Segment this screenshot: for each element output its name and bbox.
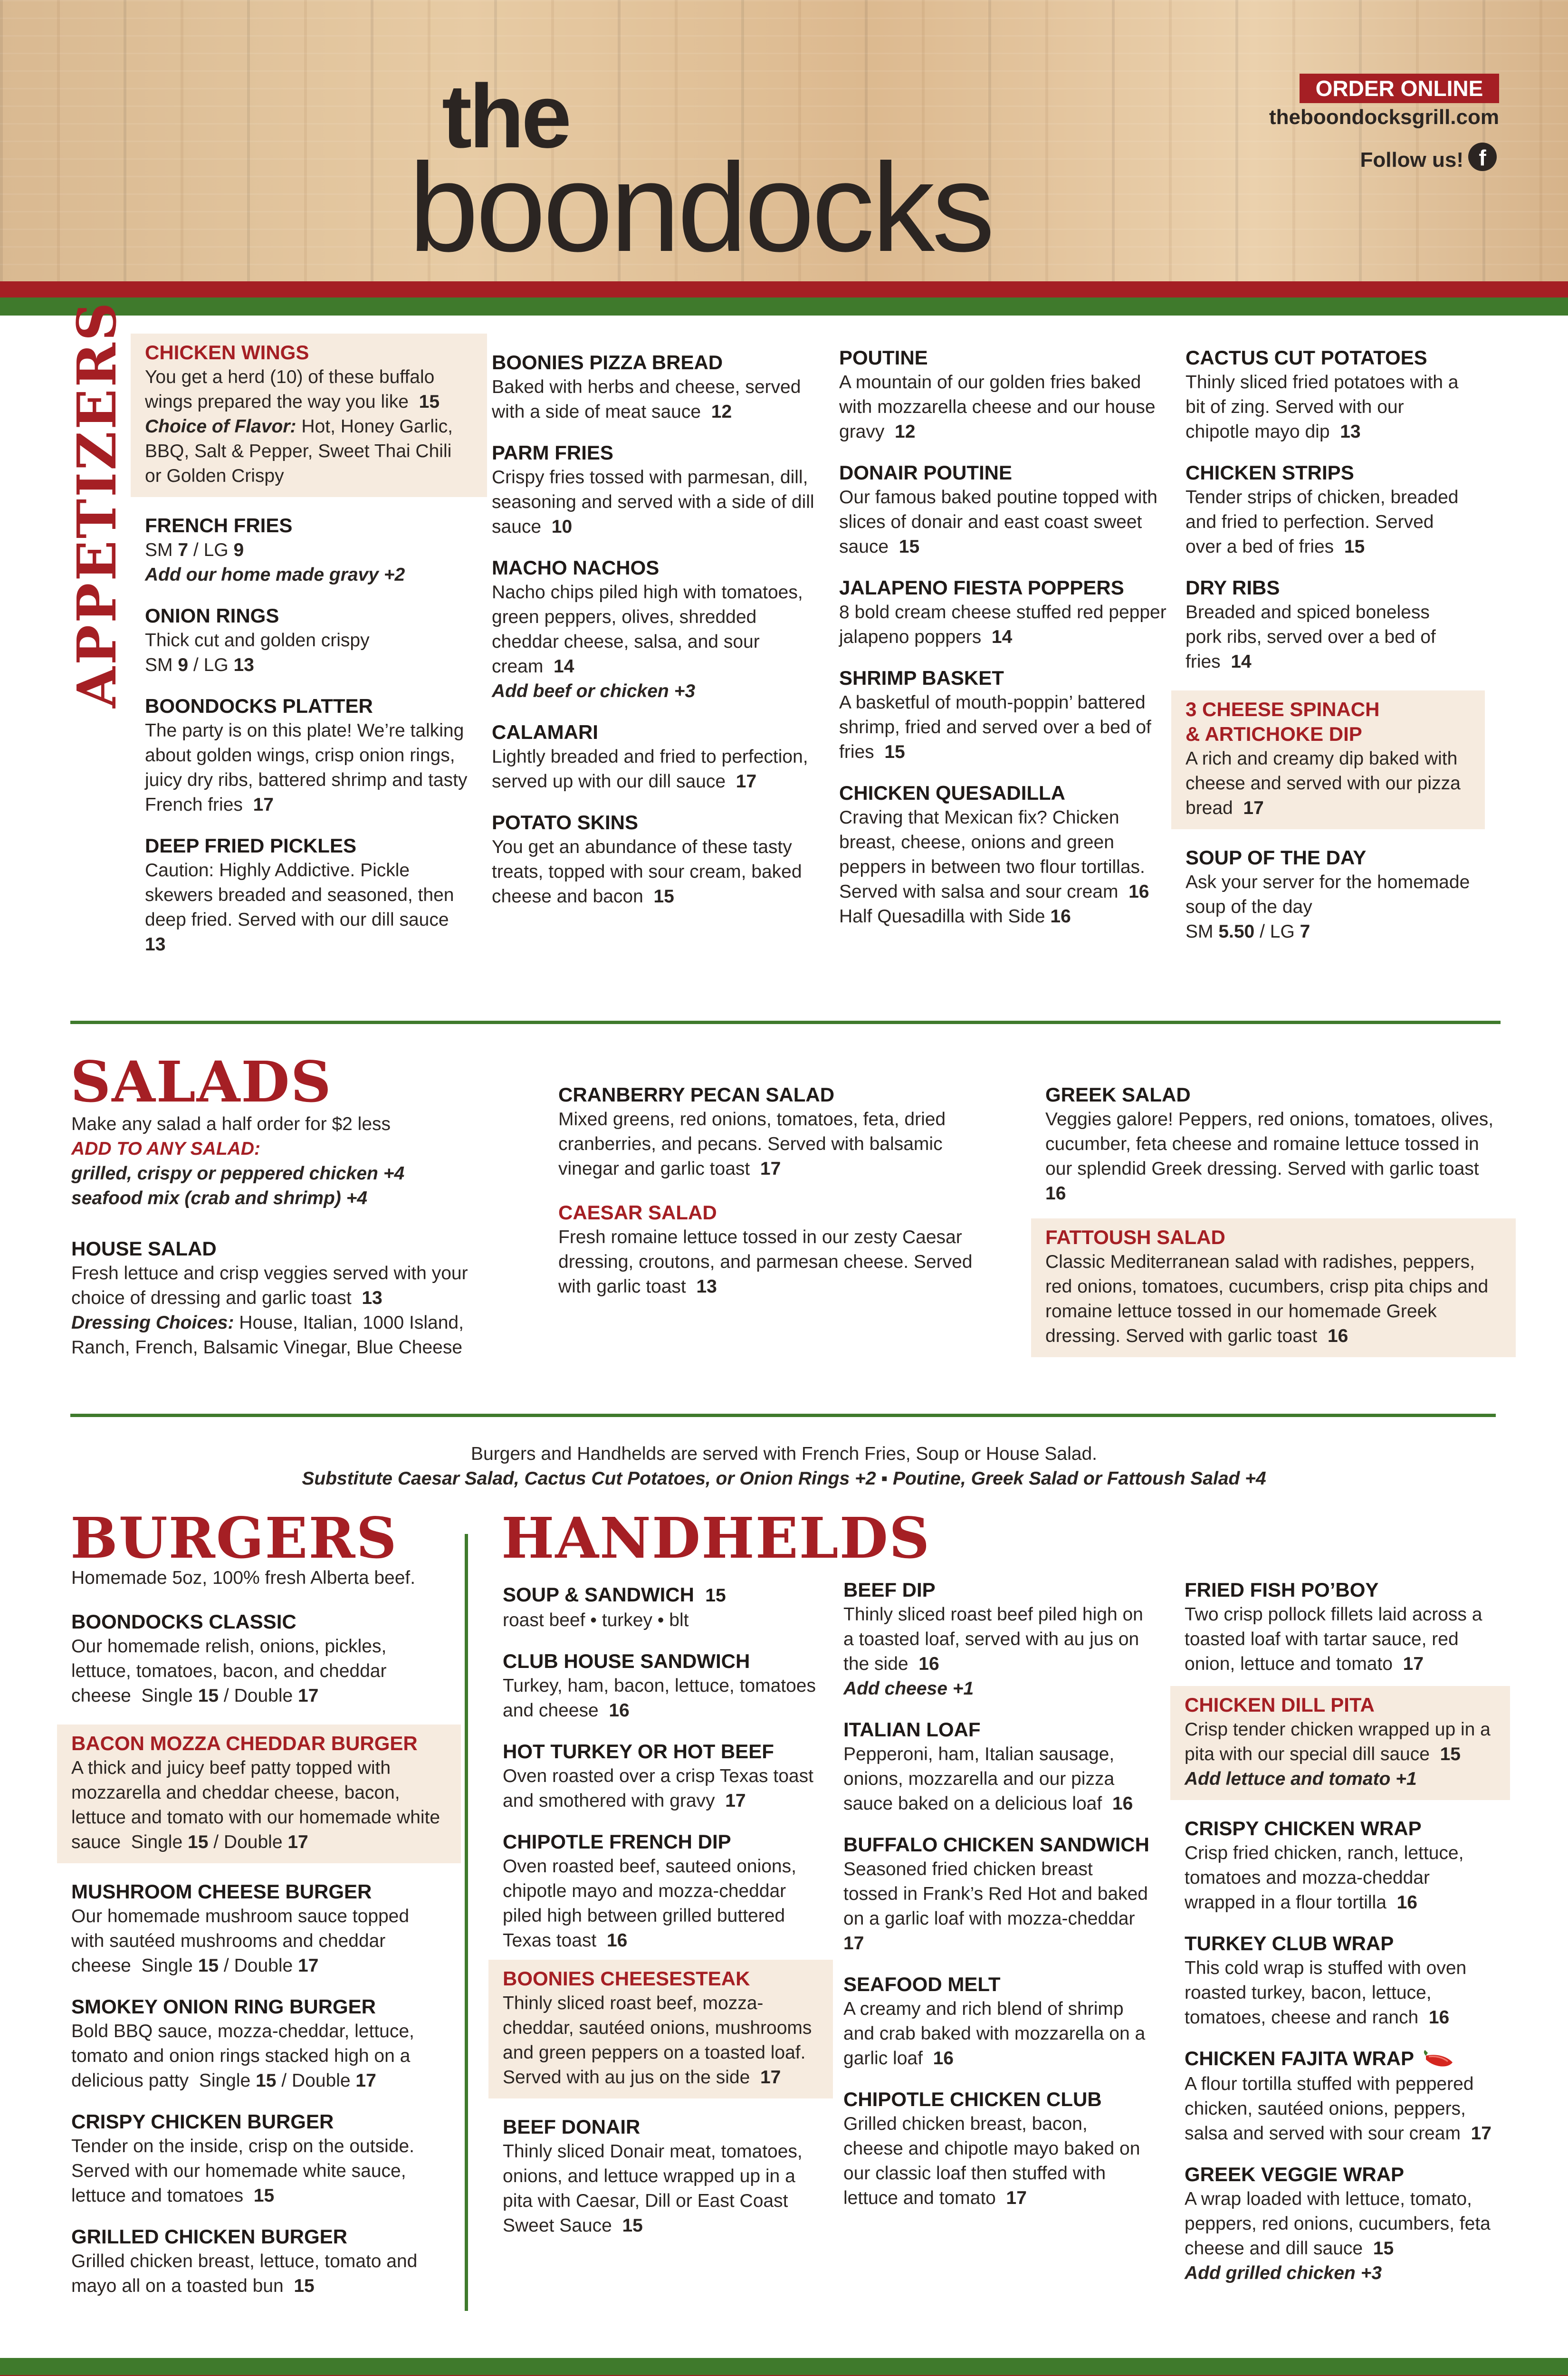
item-name: SHRIMP BASKET	[839, 667, 1004, 689]
menu-item	[71, 2109, 447, 2208]
handhelds-col-2	[843, 1578, 1152, 2227]
item-name: CRISPY CHICKEN BURGER	[71, 2110, 334, 2133]
menu-item	[1186, 845, 1471, 944]
item-desc: Seasoned fried chicken breast tossed in Frank’s Red Hot and baked on a garlic loaf with mozza-cheddar 17	[843, 1859, 1148, 1954]
item-desc: A wrap loaded with lettuce, tomato, peppers, red onions, cucumbers, feta cheese and dill sauce 15	[1185, 2188, 1491, 2259]
item-desc: You get a herd (10) of these buffalo wings prepared the way you like 15	[145, 367, 440, 412]
item-desc: roast beef • turkey • blt	[503, 1610, 689, 1630]
item-name: FRENCH FRIES	[145, 514, 293, 537]
item-addon: Add lettuce and tomato +1	[1185, 1769, 1417, 1789]
item-name: HOT TURKEY OR HOT BEEF	[503, 1740, 774, 1763]
item-name-line2: & ARTICHOKE DIP	[1186, 723, 1362, 745]
menu-item	[839, 575, 1167, 650]
item-sizes: SM 7 / LG 9	[145, 540, 244, 560]
item-desc: Oven roasted beef, sauteed onions, chipotle mayo and mozza-cheddar piled high between grilled buttered Texas toast 16	[503, 1856, 796, 1951]
menu-item	[839, 345, 1167, 444]
item-name: DONAIR POUTINE	[839, 461, 1013, 484]
item-name: CHIPOTLE FRENCH DIP	[503, 1830, 731, 1853]
item-name: ONION RINGS	[145, 604, 279, 627]
item-desc: Thinly sliced roast beef, mozza-cheddar, sautéed onions, mushrooms and green peppers on a toasted loaf. Served with au jus on the side 17	[503, 1993, 812, 2088]
menu-item	[558, 1200, 986, 1299]
burgers-title: BURGERS	[70, 1505, 398, 1571]
item-desc: Lightly breaded and fried to perfection, served up with our dill sauce 17	[492, 747, 808, 792]
salads-col-3	[1045, 1083, 1501, 1373]
menu-item	[843, 1717, 1152, 1816]
salad-addon: grilled, crispy or peppered chicken +4	[71, 1163, 405, 1184]
item-name: BOONIES CHEESESTEAK	[503, 1967, 750, 1990]
item-desc: Tender on the inside, crisp on the outside. Served with our homemade white sauce, lettuce and tomatoes 15	[71, 2136, 414, 2206]
item-desc: Classic Mediterranean salad with radishes, peppers, red onions, tomatoes, cucumbers, crisp pita chips and romaine lettuce tossed in our homemade Greek dressing. Served with garlic toast 16	[1045, 1252, 1489, 1346]
menu-item	[503, 1739, 819, 1813]
item-desc: Thinly sliced fried potatoes with a bit of zing. Served with our chipotle mayo dip 13	[1186, 372, 1459, 442]
item-desc: Fresh lettuce and crisp veggies served with your choice of dressing and garlic toast 13	[71, 1263, 468, 1308]
item-name: DEEP FRIED PICKLES	[145, 834, 356, 857]
item-name: CHICKEN WINGS	[145, 341, 309, 364]
order-online-button[interactable]: ORDER ONLINE	[1300, 74, 1499, 103]
item-desc: Ask your server for the homemade soup of the day	[1186, 872, 1470, 917]
item-desc: Our homemade relish, onions, pickles, lettuce, tomatoes, bacon, and cheddar cheese Single 15 / Double 17	[71, 1636, 387, 1706]
menu-item	[492, 720, 820, 794]
menu-item	[71, 1610, 447, 1708]
salads-col-2	[558, 1083, 986, 1315]
menu-item	[843, 1578, 1152, 1701]
item-name: GREEK SALAD	[1045, 1083, 1191, 1106]
item-desc: A flour tortilla stuffed with peppered chicken, sautéed onions, peppers, salsa and served with sour cream 17	[1185, 2073, 1492, 2144]
item-name: 3 CHEESE SPINACH	[1186, 698, 1380, 720]
item-desc: Crispy fries tossed with parmesan, dill, seasoning and served with a side of dill sauce 10	[492, 467, 814, 537]
item-name: TURKEY CLUB WRAP	[1185, 1932, 1394, 1954]
item-desc: A rich and creamy dip baked with cheese and served with our pizza bread 17	[1186, 748, 1461, 818]
header-stripe-green	[0, 297, 1568, 316]
item-addon: Add grilled chicken +3	[1185, 2262, 1382, 2283]
item-desc: Crisp fried chicken, ranch, lettuce, tomatoes and mozza-cheddar wrapped in a flour tortilla 16	[1185, 1843, 1464, 1913]
item-desc: Two crisp pollock fillets laid across a toasted loaf with tartar sauce, red onion, lettuce and tomato 17	[1185, 1604, 1482, 1674]
menu-item	[71, 1879, 447, 1978]
menu-item	[1186, 345, 1471, 444]
menu-item	[57, 1725, 461, 1863]
item-name: BOONIES PIZZA BREAD	[492, 351, 723, 374]
menu-item	[1185, 2046, 1496, 2146]
item-desc: Breaded and spiced boneless pork ribs, served over a bed of fries 14	[1186, 602, 1436, 672]
item-desc: Nacho chips piled high with tomatoes, green peppers, olives, shredded cheddar cheese, salsa, and sour cream 14	[492, 582, 803, 677]
item-desc: Veggies galore! Peppers, red onions, tomatoes, olives, cucumber, feta cheese and romaine lettuce tossed in our splendid Greek dressing. Served with garlic toast 16	[1045, 1109, 1494, 1204]
follow-us-label: Follow us!	[1360, 148, 1463, 172]
item-name: POTATO SKINS	[492, 811, 639, 834]
item-name: POUTINE	[839, 346, 928, 369]
menu-item	[492, 810, 820, 909]
item-desc: 8 bold cream cheese stuffed red pepper jalapeno poppers 14	[839, 602, 1166, 647]
appetizers-col-1	[145, 334, 473, 973]
item-name: PARM FRIES	[492, 441, 613, 464]
served-with-note: Burgers and Handhelds are served with French Fries, Soup or House Salad.	[470, 1444, 1098, 1464]
item-half-option: Half Quesadilla with Side 16	[839, 906, 1071, 927]
item-desc: A basketful of mouth-poppin’ battered shrimp, fried and served over a bed of fries 15	[839, 692, 1151, 762]
menu-item	[492, 350, 820, 424]
logo-the: the	[442, 66, 569, 167]
salads-intro: Make any salad a half order for $2 less	[71, 1114, 391, 1134]
salads-title: SALADS	[70, 1049, 332, 1115]
item-desc: Oven roasted over a crisp Texas toast and smothered with gravy 17	[503, 1766, 813, 1811]
item-name: SMOKEY ONION RING BURGER	[71, 1995, 376, 2018]
menu-item	[503, 1582, 819, 1633]
item-desc: Craving that Mexican fix? Chicken breast, cheese, onions and green peppers in between two flour tortillas. Served with salsa and sour cream 16	[839, 807, 1149, 902]
item-name: SOUP OF THE DAY	[1186, 846, 1367, 869]
menu-item	[145, 694, 473, 817]
item-desc: Thick cut and golden crispy	[145, 630, 370, 651]
item-sizes: SM 9 / LG 13	[145, 655, 254, 675]
item-name: MUSHROOM CHEESE BURGER	[71, 1880, 372, 1903]
item-name: DRY RIBS	[1186, 576, 1280, 599]
item-desc: Caution: Highly Addictive. Pickle skewers breaded and seasoned, then deep fried. Served with our dill sauce 13	[145, 860, 454, 955]
item-name: BACON MOZZA CHEDDAR BURGER	[71, 1732, 418, 1754]
menu-item	[1031, 1218, 1516, 1357]
item-name: CRANBERRY PECAN SALAD	[558, 1083, 835, 1106]
appetizers-col-3	[839, 345, 1167, 945]
handhelds-col-1	[503, 1582, 819, 2254]
menu-item	[839, 666, 1167, 765]
section-divider	[70, 1021, 1501, 1024]
item-name: BUFFALO CHICKEN SANDWICH	[843, 1833, 1149, 1856]
flavor-choices: Choice of Flavor: Hot, Honey Garlic, BBQ, Salt & Pepper, Sweet Thai Chili or Golden Crispy	[145, 416, 453, 486]
menu-item	[839, 460, 1167, 559]
menu-item	[492, 556, 820, 704]
menu-item	[131, 334, 487, 497]
item-desc: Our homemade mushroom sauce topped with sautéed mushrooms and cheddar cheese Single 15 / Double 17	[71, 1906, 410, 1976]
menu-item	[1186, 575, 1471, 674]
website-link[interactable]: theboondocksgrill.com	[1269, 105, 1499, 129]
item-desc: Turkey, ham, bacon, lettuce, tomatoes and cheese 16	[503, 1676, 816, 1721]
menu-item	[71, 2224, 447, 2299]
item-desc: Crisp tender chicken wrapped up in a pita with our special dill sauce 15	[1185, 1719, 1491, 1764]
salads-col-1	[71, 1112, 499, 1376]
item-desc: Tender strips of chicken, breaded and fried to perfection. Served over a bed of fries 15	[1186, 487, 1459, 557]
menu-item	[71, 1994, 447, 2093]
item-addon: Add our home made gravy +2	[145, 565, 405, 585]
header-stripe-red	[0, 281, 1568, 297]
item-name: JALAPENO FIESTA POPPERS	[839, 576, 1124, 599]
item-name: ITALIAN LOAF	[843, 1718, 981, 1741]
menu-item	[1170, 1686, 1510, 1800]
item-name: GRILLED CHICKEN BURGER	[71, 2225, 348, 2248]
item-desc: Thinly sliced Donair meat, tomatoes, onions, and lettuce wrapped up in a pita with Caesar, Dill or East Coast Sweet Sauce 15	[503, 2141, 803, 2236]
item-desc: Pepperoni, ham, Italian sausage, onions, mozzarella and our pizza sauce baked on a delicious loaf 16	[843, 1744, 1133, 1814]
item-addon: Add cheese +1	[843, 1678, 974, 1699]
item-desc: A thick and juicy beef patty topped with mozzarella and cheddar cheese, bacon, lettuce and tomato with our homemade white sauce Single 15 / Double 17	[71, 1758, 440, 1852]
item-desc: Our famous baked poutine topped with slices of donair and east coast sweet sauce 15	[839, 487, 1157, 557]
facebook-icon[interactable]: f	[1468, 143, 1497, 171]
burgers-intro: Homemade 5oz, 100% fresh Alberta beef.	[71, 1568, 416, 1588]
item-desc: Baked with herbs and cheese, served with a side of meat sauce 12	[492, 377, 801, 422]
menu-item	[1045, 1083, 1501, 1206]
item-name: FRIED FISH PO’BOY	[1185, 1579, 1379, 1601]
item-name: CHICKEN QUESADILLA	[839, 782, 1066, 804]
menu-item	[503, 2115, 819, 2238]
handhelds-title: HANDHELDS	[501, 1505, 931, 1571]
menu-item	[145, 513, 473, 587]
dressing-choices: Dressing Choices: House, Italian, 1000 Island, Ranch, French, Balsamic Vinegar, Blue Cheese	[71, 1313, 464, 1358]
item-desc: A creamy and rich blend of shrimp and crab baked with mozzarella on a garlic loaf 16	[843, 1999, 1146, 2069]
item-name: BEEF DIP	[843, 1579, 936, 1601]
item-name: CLUB HOUSE SANDWICH	[503, 1650, 750, 1672]
menu-item	[503, 1649, 819, 1723]
item-name: GREEK VEGGIE WRAP	[1185, 2163, 1405, 2185]
item-name: CHICKEN STRIPS	[1186, 461, 1354, 484]
item-name: CHIPOTLE CHICKEN CLUB	[843, 2088, 1102, 2110]
menu-item	[843, 2087, 1152, 2211]
item-name: CAESAR SALAD	[558, 1201, 717, 1224]
menu-item	[843, 1832, 1152, 1956]
menu-item	[145, 604, 473, 678]
menu-item	[145, 834, 473, 957]
burgers-col	[71, 1566, 447, 2315]
menu-item	[1185, 1931, 1496, 2030]
menu-item	[558, 1083, 986, 1181]
item-desc: Thinly sliced roast beef piled high on a toasted loaf, served with au jus on the side 16	[843, 1604, 1143, 1674]
menu-item	[1185, 2162, 1496, 2286]
item-name: BOONDOCKS PLATTER	[145, 695, 373, 717]
item-desc: Mixed greens, red onions, tomatoes, feta, dried cranberries, and pecans. Served with balsamic vinegar and garlic toast 17	[558, 1109, 946, 1179]
substitute-note: Substitute Caesar Salad, Cactus Cut Potatoes, or Onion Rings +2 ▪ Poutine, Greek Salad or Fattoush Salad +4	[302, 1468, 1266, 1489]
appetizers-col-2	[492, 350, 820, 925]
menu-item	[1185, 1816, 1496, 1915]
item-name: CALAMARI	[492, 721, 598, 743]
handhelds-col-3	[1185, 1578, 1496, 2302]
menu-item	[492, 441, 820, 539]
item-desc: This cold wrap is stuffed with oven roasted turkey, bacon, lettuce, tomatoes, cheese and ranch 16	[1185, 1958, 1467, 2028]
menu-item	[488, 1960, 833, 2098]
logo-boondocks: boondocks	[409, 137, 992, 278]
header-wood-banner	[0, 0, 1568, 281]
footer-stripe-green	[0, 2358, 1568, 2375]
salad-addon: seafood mix (crab and shrimp) +4	[71, 1188, 368, 1208]
item-desc: Fresh romaine lettuce tossed in our zesty Caesar dressing, croutons, and parmesan cheese. Served with garlic toast 13	[558, 1227, 973, 1297]
menu-item	[1171, 690, 1485, 829]
menu-item	[503, 1830, 819, 1953]
item-name: CACTUS CUT POTATOES	[1186, 346, 1427, 369]
item-desc: The party is on this plate! We’re talking about golden wings, crisp onion rings, juicy dry ribs, battered shrimp and tasty French fries 17	[145, 720, 468, 815]
item-desc: Grilled chicken breast, bacon, cheese and chipotle mayo baked on our classic loaf then stuffed with lettuce and tomato 17	[843, 2114, 1140, 2208]
salad-addons-label: ADD TO ANY SALAD:	[71, 1139, 260, 1159]
item-sizes: SM 5.50 / LG 7	[1186, 921, 1310, 942]
item-name: BEEF DONAIR	[503, 2116, 641, 2138]
column-divider	[465, 1534, 468, 2311]
item-name: BOONDOCKS CLASSIC	[71, 1610, 296, 1633]
menu-item	[71, 1236, 499, 1360]
item-desc: A mountain of our golden fries baked with mozzarella cheese and our house gravy 12	[839, 372, 1156, 442]
appetizers-col-4	[1186, 345, 1471, 960]
menu-item	[843, 1972, 1152, 2071]
menu-item	[1186, 460, 1471, 559]
appetizers-title: APPETIZERS	[66, 300, 128, 708]
menu-item	[1185, 1578, 1496, 1677]
item-name: CHICKEN DILL PITA	[1185, 1694, 1375, 1716]
item-desc: Bold BBQ sauce, mozza-cheddar, lettuce, tomato and onion rings stacked high on a delicious patty Single 15 / Double 17	[71, 2021, 414, 2091]
item-name: HOUSE SALAD	[71, 1237, 217, 1260]
item-name: SEAFOOD MELT	[843, 1973, 1001, 1995]
item-name: CHICKEN FAJITA WRAP	[1185, 2046, 1496, 2072]
item-name: CRISPY CHICKEN WRAP	[1185, 1817, 1422, 1839]
item-name: MACHO NACHOS	[492, 556, 660, 579]
section-divider	[70, 1414, 1496, 1417]
item-name: SOUP & SANDWICH 15	[503, 1583, 726, 1606]
item-desc: You get an abundance of these tasty treats, topped with sour cream, baked cheese and bacon 15	[492, 837, 802, 907]
item-name: FATTOUSH SALAD	[1045, 1226, 1225, 1248]
item-desc: Grilled chicken breast, lettuce, tomato and mayo all on a toasted bun 15	[71, 2251, 418, 2296]
menu-item	[839, 781, 1167, 929]
item-addon: Add beef or chicken +3	[492, 681, 696, 701]
chili-pepper-icon	[1419, 2048, 1457, 2072]
